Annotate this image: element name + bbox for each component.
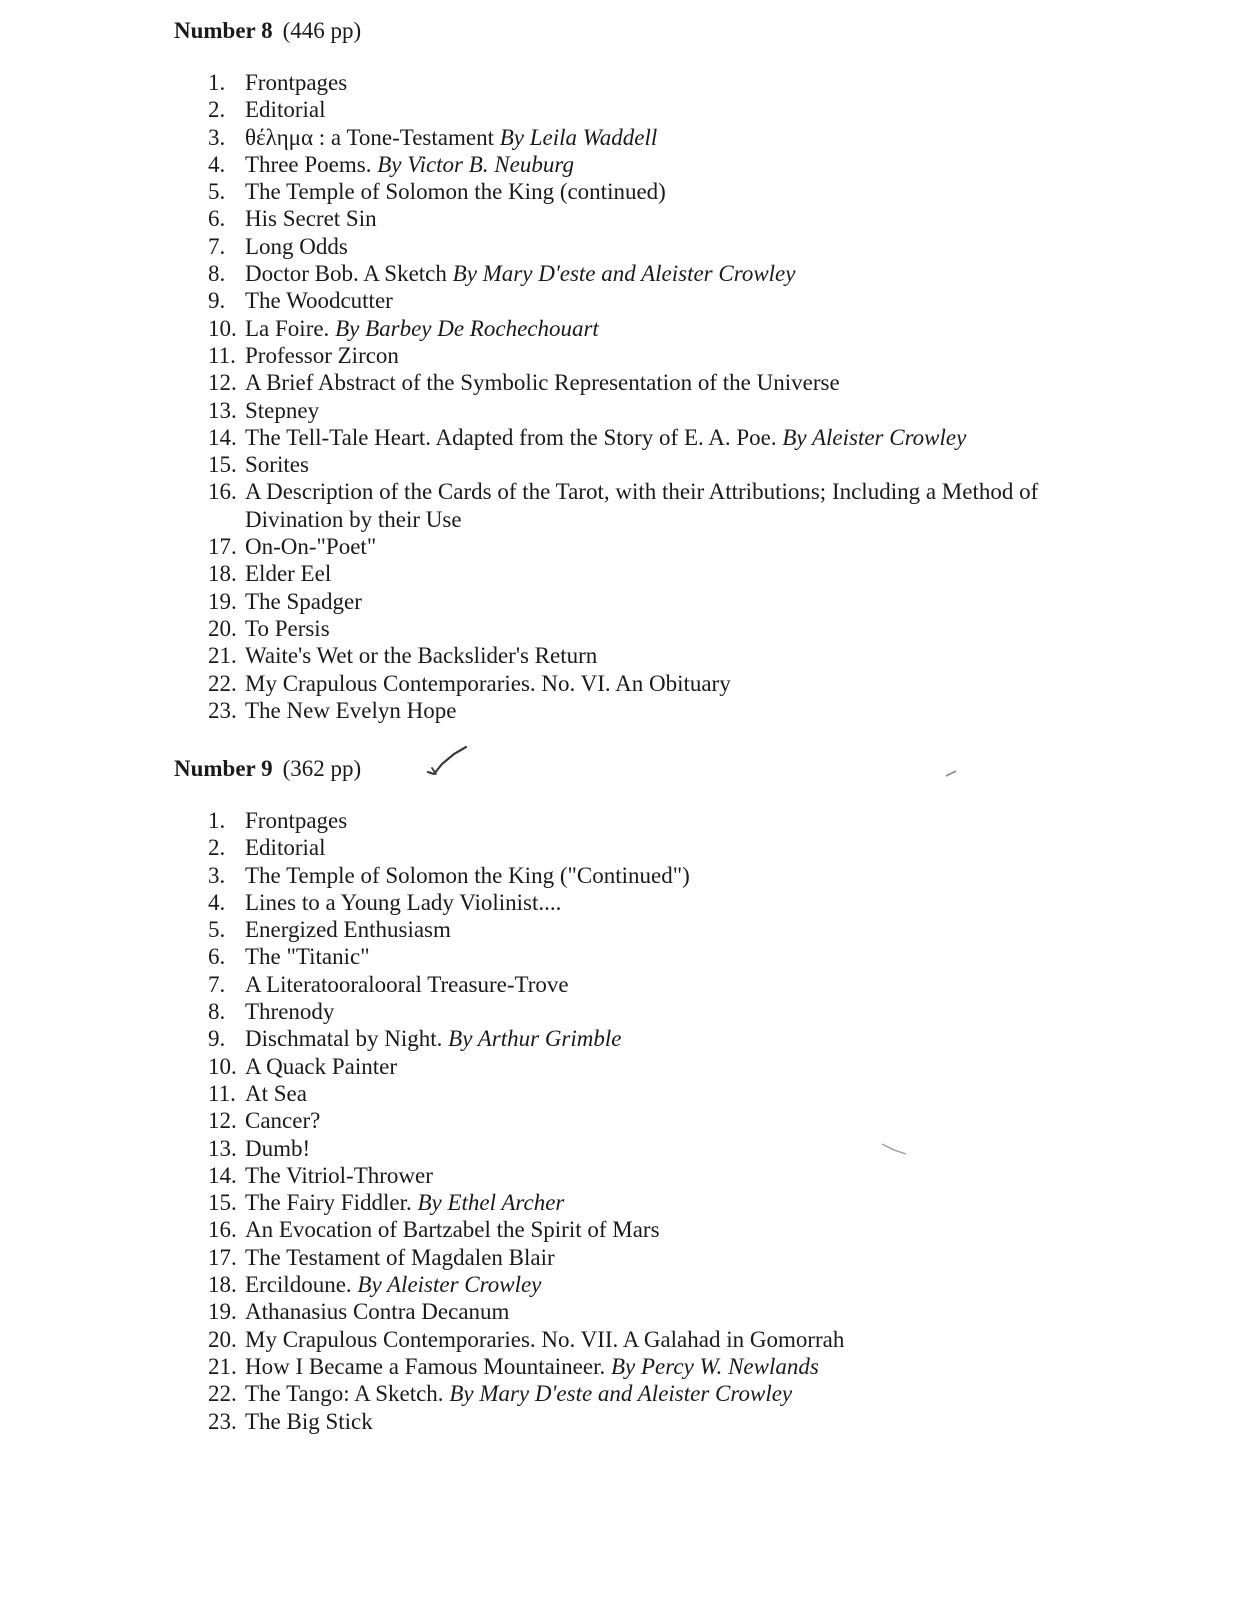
list-item bbox=[0, 1353, 1236, 1380]
list-item bbox=[0, 178, 1236, 205]
item-number: 19. bbox=[208, 1299, 237, 1325]
item-title: An Evocation of Bartzabel the Spirit of Mars bbox=[245, 1217, 660, 1243]
item-title: On-On-"Poet" bbox=[245, 534, 377, 560]
item-title: Ercildoune. bbox=[245, 1272, 352, 1298]
item-number: 13. bbox=[208, 397, 237, 423]
item-title: Dumb! bbox=[245, 1135, 311, 1161]
item-number: 21. bbox=[208, 1353, 237, 1379]
item-number: 8. bbox=[208, 999, 226, 1025]
item-number: 8. bbox=[208, 261, 226, 287]
item-author: By Leila Waddell bbox=[499, 124, 658, 150]
number-9-contents-list bbox=[0, 807, 1236, 1435]
item-title: Stepney bbox=[245, 397, 320, 423]
list-item bbox=[0, 451, 1236, 478]
item-number: 7. bbox=[208, 233, 226, 259]
list-item bbox=[0, 916, 1236, 943]
item-title: Editorial bbox=[245, 835, 326, 861]
list-item bbox=[0, 1135, 1236, 1162]
item-number: 22. bbox=[208, 1381, 237, 1407]
list-item bbox=[0, 998, 1236, 1025]
item-title: The Testament of Magdalen Blair bbox=[245, 1244, 555, 1270]
item-number: 20. bbox=[208, 1326, 237, 1352]
item-title: My Crapulous Contemporaries. No. VII. A Galahad in Gomorrah bbox=[245, 1326, 845, 1352]
list-item bbox=[0, 943, 1236, 970]
list-item bbox=[0, 424, 1236, 451]
list-item bbox=[0, 834, 1236, 861]
item-title: The New Evelyn Hope bbox=[245, 697, 457, 723]
list-item bbox=[0, 1326, 1236, 1353]
item-title: The Woodcutter bbox=[245, 288, 393, 314]
item-title: The "Titanic" bbox=[245, 944, 370, 970]
item-number: 3. bbox=[208, 862, 226, 888]
list-item bbox=[0, 533, 1236, 560]
item-number: 5. bbox=[208, 917, 226, 943]
item-number: 4. bbox=[208, 151, 226, 177]
list-item bbox=[0, 1053, 1236, 1080]
item-number: 5. bbox=[208, 179, 226, 205]
item-author: By Mary D'este and Aleister Crowley bbox=[449, 1381, 793, 1407]
item-author: By Ethel Archer bbox=[417, 1190, 565, 1216]
item-number: 17. bbox=[208, 1244, 237, 1270]
item-title: The Fairy Fiddler. bbox=[245, 1190, 412, 1216]
item-title: The Vitriol-Thrower bbox=[245, 1162, 433, 1188]
item-number: 2. bbox=[208, 97, 226, 123]
item-title: My Crapulous Contemporaries. No. VI. An Obituary bbox=[245, 670, 731, 696]
list-item bbox=[0, 862, 1236, 889]
item-title: La Foire. bbox=[245, 315, 330, 341]
list-item bbox=[0, 233, 1236, 260]
item-number: 17. bbox=[208, 534, 237, 560]
list-item bbox=[0, 889, 1236, 916]
list-item bbox=[0, 260, 1236, 287]
speck-mark-icon bbox=[880, 1140, 910, 1160]
list-item bbox=[0, 478, 1236, 533]
list-item bbox=[0, 1025, 1236, 1052]
item-title: Threnody bbox=[245, 999, 335, 1025]
item-number: 1. bbox=[208, 808, 226, 833]
item-number: 4. bbox=[208, 889, 226, 915]
item-number: 6. bbox=[208, 206, 226, 232]
list-item bbox=[0, 151, 1236, 178]
check-mark-icon bbox=[424, 744, 470, 778]
list-item bbox=[0, 1244, 1236, 1271]
item-author: By Barbey De Rochechouart bbox=[335, 315, 599, 341]
item-title: The Spadger bbox=[245, 588, 362, 614]
item-title: Athanasius Contra Decanum bbox=[245, 1299, 510, 1325]
item-number: 16. bbox=[208, 479, 237, 505]
item-number: 23. bbox=[208, 1408, 237, 1434]
item-number: 3. bbox=[208, 124, 226, 150]
item-number: 20. bbox=[208, 615, 237, 641]
item-number: 22. bbox=[208, 670, 237, 696]
item-number: 10. bbox=[208, 1053, 237, 1079]
list-item bbox=[0, 1107, 1236, 1134]
section-title: Number 8 bbox=[174, 18, 273, 43]
list-item bbox=[0, 615, 1236, 642]
list-item bbox=[0, 1298, 1236, 1325]
item-title: The Big Stick bbox=[245, 1408, 373, 1434]
speck-mark-icon bbox=[944, 768, 960, 778]
item-title: The Tango: A Sketch. bbox=[245, 1381, 444, 1407]
item-number: 6. bbox=[208, 944, 226, 970]
item-number: 19. bbox=[208, 588, 237, 614]
number-9-heading bbox=[174, 752, 1236, 786]
item-title: A Description of the Cards of the Tarot, with their Attributions; Including a Method of Divination by their Use bbox=[245, 479, 1039, 532]
list-item bbox=[0, 670, 1236, 697]
section-page-count: (446 pp) bbox=[282, 18, 362, 43]
item-author: By Aleister Crowley bbox=[782, 424, 967, 450]
item-title: Waite's Wet or the Backslider's Return bbox=[245, 643, 598, 669]
list-item bbox=[0, 1162, 1236, 1189]
list-item bbox=[0, 342, 1236, 369]
list-item bbox=[0, 1271, 1236, 1298]
item-title: Frontpages bbox=[245, 808, 348, 833]
item-number: 23. bbox=[208, 697, 237, 723]
list-item bbox=[0, 205, 1236, 232]
list-item bbox=[0, 369, 1236, 396]
item-title: Long Odds bbox=[245, 233, 348, 259]
list-item bbox=[0, 96, 1236, 123]
item-title: To Persis bbox=[245, 615, 330, 641]
number-8-heading bbox=[174, 14, 1236, 48]
item-title: Cancer? bbox=[245, 1108, 321, 1134]
item-number: 18. bbox=[208, 1272, 237, 1298]
item-number: 9. bbox=[208, 288, 226, 314]
item-title: Elder Eel bbox=[245, 561, 332, 587]
item-number: 16. bbox=[208, 1217, 237, 1243]
item-title: Doctor Bob. A Sketch bbox=[245, 261, 447, 287]
list-item bbox=[0, 642, 1236, 669]
item-number: 14. bbox=[208, 1162, 237, 1188]
list-item bbox=[0, 1408, 1236, 1435]
item-number: 15. bbox=[208, 1190, 237, 1216]
list-item bbox=[0, 1380, 1236, 1407]
item-title: Editorial bbox=[245, 97, 326, 123]
item-title: A Quack Painter bbox=[245, 1053, 398, 1079]
list-item bbox=[0, 287, 1236, 314]
number-8-section bbox=[0, 14, 1236, 724]
item-title: A Literatooralooral Treasure-Trove bbox=[245, 971, 569, 997]
item-title: A Brief Abstract of the Symbolic Representation of the Universe bbox=[245, 370, 840, 396]
item-title: Frontpages bbox=[245, 70, 348, 95]
item-title: How I Became a Famous Mountaineer. bbox=[245, 1353, 606, 1379]
list-item bbox=[0, 971, 1236, 998]
item-title: Sorites bbox=[245, 452, 309, 478]
item-number: 12. bbox=[208, 1108, 237, 1134]
item-number: 21. bbox=[208, 643, 237, 669]
item-author: By Aleister Crowley bbox=[357, 1272, 542, 1298]
item-number: 7. bbox=[208, 971, 226, 997]
item-title: Energized Enthusiasm bbox=[245, 917, 451, 943]
section-page-count: (362 pp) bbox=[282, 756, 362, 781]
item-number: 13. bbox=[208, 1135, 237, 1161]
list-item bbox=[0, 697, 1236, 724]
item-author: By Victor B. Neuburg bbox=[377, 151, 574, 177]
item-author: By Percy W. Newlands bbox=[611, 1353, 819, 1379]
list-item bbox=[0, 315, 1236, 342]
list-item bbox=[0, 124, 1236, 151]
list-item bbox=[0, 397, 1236, 424]
list-item bbox=[0, 1189, 1236, 1216]
item-number: 15. bbox=[208, 452, 237, 478]
item-title: Three Poems. bbox=[245, 151, 372, 177]
item-number: 11. bbox=[208, 1080, 236, 1106]
item-title: Dischmatal by Night. bbox=[245, 1026, 443, 1052]
item-number: 18. bbox=[208, 561, 237, 587]
item-number: 12. bbox=[208, 370, 237, 396]
item-number: 2. bbox=[208, 835, 226, 861]
item-title: At Sea bbox=[245, 1080, 307, 1106]
item-title: The Tell-Tale Heart. Adapted from the Story of E. A. Poe. bbox=[245, 424, 777, 450]
section-title: Number 9 bbox=[174, 756, 273, 781]
list-item bbox=[0, 560, 1236, 587]
list-item bbox=[0, 588, 1236, 615]
item-number: 1. bbox=[208, 70, 226, 95]
item-author: By Arthur Grimble bbox=[448, 1026, 622, 1052]
item-number: 14. bbox=[208, 424, 237, 450]
item-number: 10. bbox=[208, 315, 237, 341]
item-number: 11. bbox=[208, 342, 236, 368]
item-title: Professor Zircon bbox=[245, 342, 399, 368]
list-item bbox=[0, 69, 1236, 96]
item-title: The Temple of Solomon the King ("Continued") bbox=[245, 862, 690, 888]
number-8-contents-list bbox=[0, 69, 1236, 724]
item-number: 9. bbox=[208, 1026, 226, 1052]
item-title: His Secret Sin bbox=[245, 206, 377, 232]
item-title: The Temple of Solomon the King (continued) bbox=[245, 179, 666, 205]
list-item bbox=[0, 1080, 1236, 1107]
item-title: θέλημα : a Tone-Testament bbox=[245, 124, 494, 150]
item-title: Lines to a Young Lady Violinist.... bbox=[245, 889, 562, 915]
number-9-section bbox=[0, 752, 1236, 1435]
list-item bbox=[0, 1216, 1236, 1243]
list-item bbox=[0, 807, 1236, 834]
item-author: By Mary D'este and Aleister Crowley bbox=[452, 261, 796, 287]
